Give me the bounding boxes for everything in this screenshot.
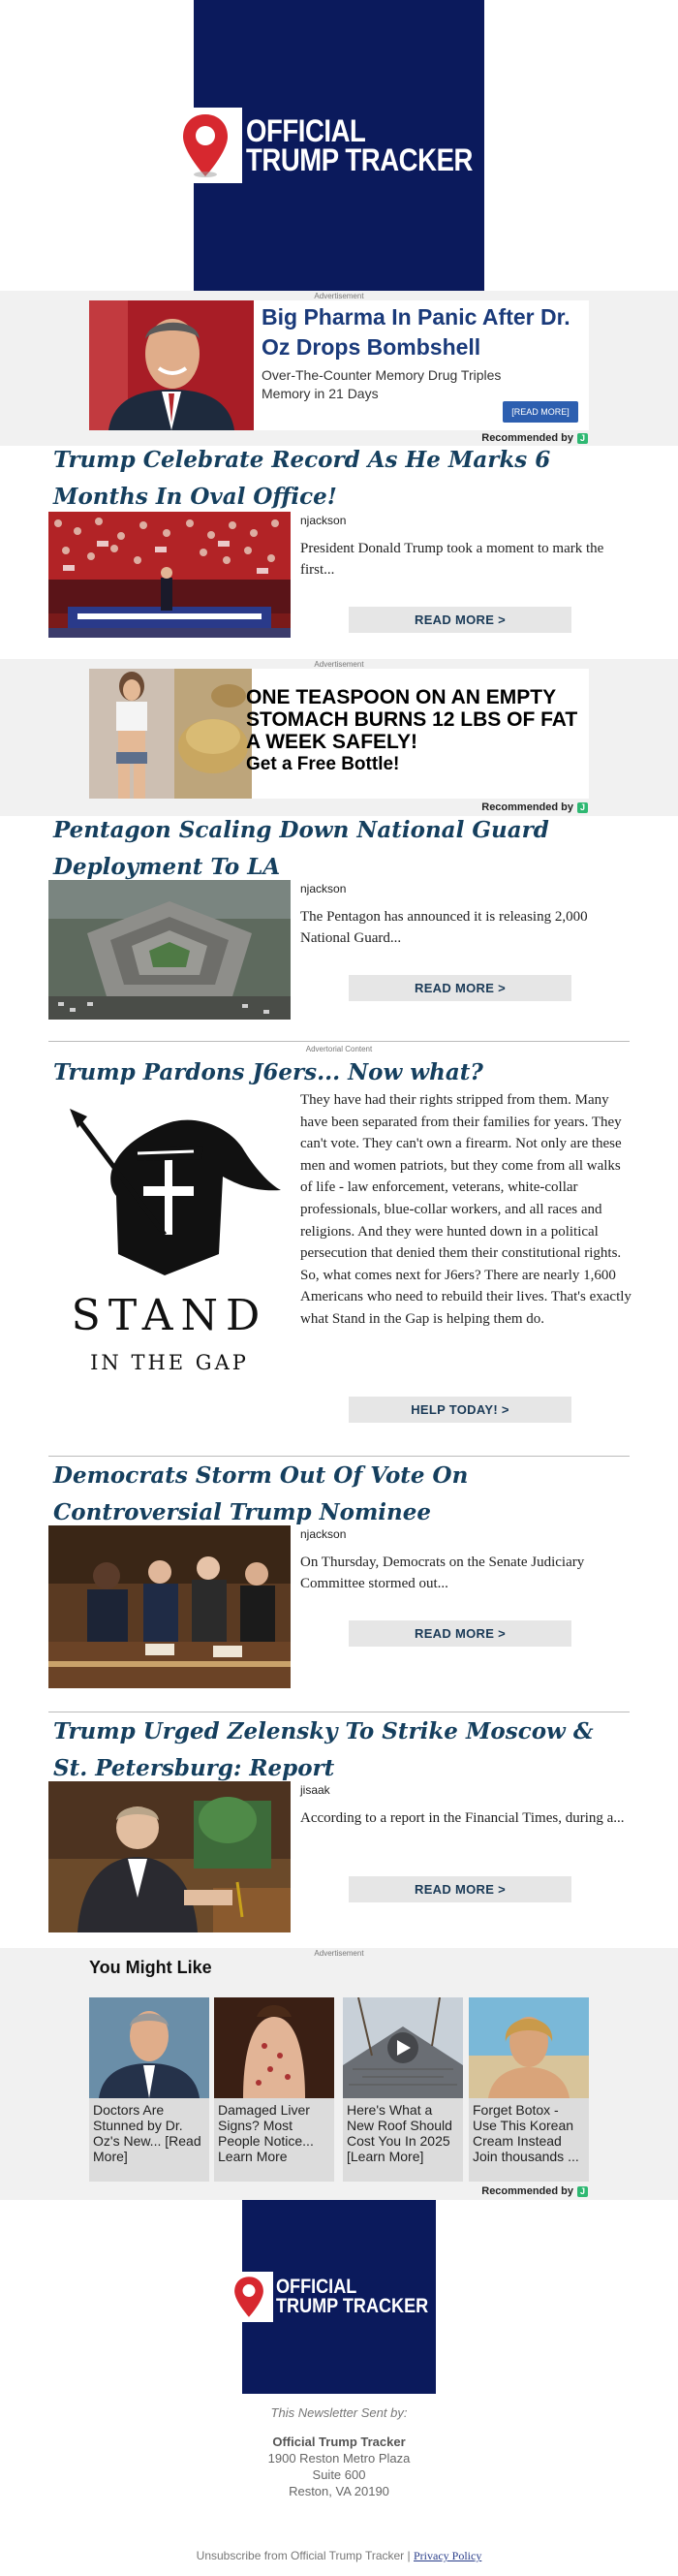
- article-excerpt: President Donald Trump took a moment to mark the first...: [300, 541, 604, 578]
- footer-address-line1: 1900 Reston Metro Plaza: [267, 2451, 411, 2466]
- article-title[interactable]: Trump Urged Zelensky To Strike Moscow & St. Petersburg: Report: [53, 1718, 594, 1781]
- advertorial-label: Advertorial Content: [305, 1045, 373, 1053]
- read-more-button[interactable]: READ MORE >: [349, 607, 571, 633]
- ad-read-more-button[interactable]: [READ MORE]: [503, 401, 578, 423]
- card-text: Doctors Are Stunned by Dr. Oz's New... [Read More]: [93, 2102, 201, 2164]
- ad-label: Advertisement: [314, 292, 364, 300]
- header-logo-banner: [194, 0, 484, 291]
- logo-wordmark: [246, 113, 473, 177]
- map-pin-icon: [225, 2272, 273, 2322]
- knight-shield-icon: [48, 1089, 291, 1283]
- article-excerpt: According to a report in the Financial Times, during a...: [300, 1810, 625, 1826]
- recommended-by-label: Recommended by: [481, 801, 573, 813]
- ad-subtext[interactable]: Get a Free Bottle!: [246, 754, 400, 774]
- article-title[interactable]: Democrats Storm Out Of Vote On Controversial Trump Nominee: [53, 1462, 469, 1525]
- card-image-woman: [469, 1997, 589, 2098]
- footer-logo-banner: [242, 2200, 436, 2394]
- logo-line1: OFFICIAL: [276, 2276, 357, 2298]
- footer-separator: |: [407, 2549, 411, 2562]
- logo-in-the-gap: IN THE GAP: [90, 1351, 249, 1374]
- ad-card-2[interactable]: [89, 669, 589, 799]
- article-author: njackson: [300, 882, 347, 895]
- footer-links: [0, 2549, 678, 2563]
- map-pin-icon: [169, 108, 242, 183]
- recommended-by-label: Recommended by: [481, 432, 573, 444]
- ad-headline[interactable]: ONE TEASPOON ON AN EMPTY STOMACH BURNS 12 LBS OF FAT A WEEK SAFELY!: [246, 686, 578, 753]
- ad-image-powder[interactable]: [174, 669, 252, 799]
- recommendation-card[interactable]: [214, 1997, 334, 2182]
- section-divider: [48, 1041, 630, 1042]
- unsubscribe-link[interactable]: Unsubscribe from Official Trump Tracker: [196, 2549, 405, 2562]
- ad-image-dr-oz[interactable]: [89, 300, 254, 430]
- article-image-senate[interactable]: [48, 1525, 291, 1688]
- card-text: Forget Botox - Use This Korean Cream Instead Join thousands ...: [473, 2102, 579, 2164]
- sponsored-body: They have had their rights stripped from them. Many have been separated from their families for years. They can't vote. They can't own a firearm. Not only are these men and women patriots, but they come from all walks of life - law enforcement, veterans, white-collar professionals, blue-collar workers, and all races and religions. And they were hunted down in a political persecution that denied them their constitutional rights. So, what comes next for J6ers? There are nearly 1,600 Americans who need to rebuild their lives. That's exactly what Stand in the Gap is helping them do.: [300, 1092, 632, 1327]
- footer-sent-by: This Newsletter Sent by:: [270, 2405, 408, 2420]
- site-logo[interactable]: [169, 108, 509, 183]
- card-image-back: [214, 1997, 334, 2098]
- logo-line2: TRUMP TRACKER: [246, 142, 473, 177]
- article-title[interactable]: Trump Celebrate Record As He Marks 6 Months In Oval Office!: [53, 447, 551, 510]
- article-image-pentagon[interactable]: [48, 880, 291, 1020]
- footer-address-line3: Reston, VA 20190: [289, 2484, 389, 2498]
- footer-org-name: Official Trump Tracker: [272, 2435, 406, 2449]
- read-more-button[interactable]: READ MORE >: [349, 975, 571, 1001]
- recommendation-card[interactable]: [469, 1997, 589, 2182]
- article-author: njackson: [300, 1527, 347, 1541]
- article-image-putin[interactable]: [48, 1781, 291, 1932]
- revcontent-icon: J: [577, 802, 588, 813]
- section-divider: [48, 1456, 630, 1457]
- ad-label: Advertisement: [314, 1949, 364, 1958]
- footer-logo-wordmark: [276, 2278, 428, 2316]
- ad-image-fitness[interactable]: [89, 669, 174, 799]
- ad-headline[interactable]: Big Pharma In Panic After Dr. Oz Drops Bombshell: [262, 304, 570, 360]
- footer-address-line2: Suite 600: [312, 2467, 366, 2482]
- read-more-button[interactable]: READ MORE >: [349, 1620, 571, 1647]
- recommended-by[interactable]: [481, 2185, 588, 2197]
- article-image-rally[interactable]: [48, 512, 291, 638]
- logo-line1: OFFICIAL: [246, 113, 366, 148]
- ad-subtext: Over-The-Counter Memory Drug Triples Memory in 21 Days: [262, 367, 502, 401]
- read-more-button[interactable]: READ MORE >: [349, 1876, 571, 1902]
- revcontent-icon: J: [577, 2186, 588, 2197]
- logo-stand: STAND: [71, 1291, 268, 1340]
- recommendation-card[interactable]: [89, 1997, 209, 2182]
- help-today-button[interactable]: HELP TODAY! >: [349, 1397, 571, 1423]
- recommendation-card[interactable]: [343, 1997, 463, 2182]
- card-text: Here's What a New Roof Should Cost You In 2025 [Learn More]: [347, 2102, 452, 2164]
- recommended-by-label: Recommended by: [481, 2185, 573, 2197]
- privacy-policy-link[interactable]: Privacy Policy: [414, 2549, 482, 2562]
- article-excerpt: On Thursday, Democrats on the Senate Judiciary Committee stormed out...: [300, 1555, 585, 1591]
- stand-in-the-gap-logo[interactable]: [48, 1089, 291, 1380]
- logo-line2: TRUMP TRACKER: [276, 2295, 429, 2317]
- sponsored-title[interactable]: Trump Pardons J6ers... Now what?: [53, 1059, 483, 1085]
- you-might-like-heading: You Might Like: [89, 1958, 212, 1977]
- footer-logo[interactable]: [225, 2272, 453, 2322]
- ad-label: Advertisement: [314, 660, 364, 669]
- article-author: njackson: [300, 514, 347, 527]
- revcontent-icon: J: [577, 433, 588, 444]
- article-title[interactable]: Pentagon Scaling Down National Guard Deployment To LA: [53, 817, 549, 880]
- ad-card-1[interactable]: [89, 300, 589, 430]
- article-author: jisaak: [300, 1783, 330, 1797]
- article-excerpt: The Pentagon has announced it is releasing 2,000 National Guard...: [300, 909, 588, 946]
- card-text: Damaged Liver Signs? Most People Notice... Learn More: [218, 2102, 314, 2164]
- card-image-roof: [343, 1997, 463, 2098]
- card-image-doctor: [89, 1997, 209, 2098]
